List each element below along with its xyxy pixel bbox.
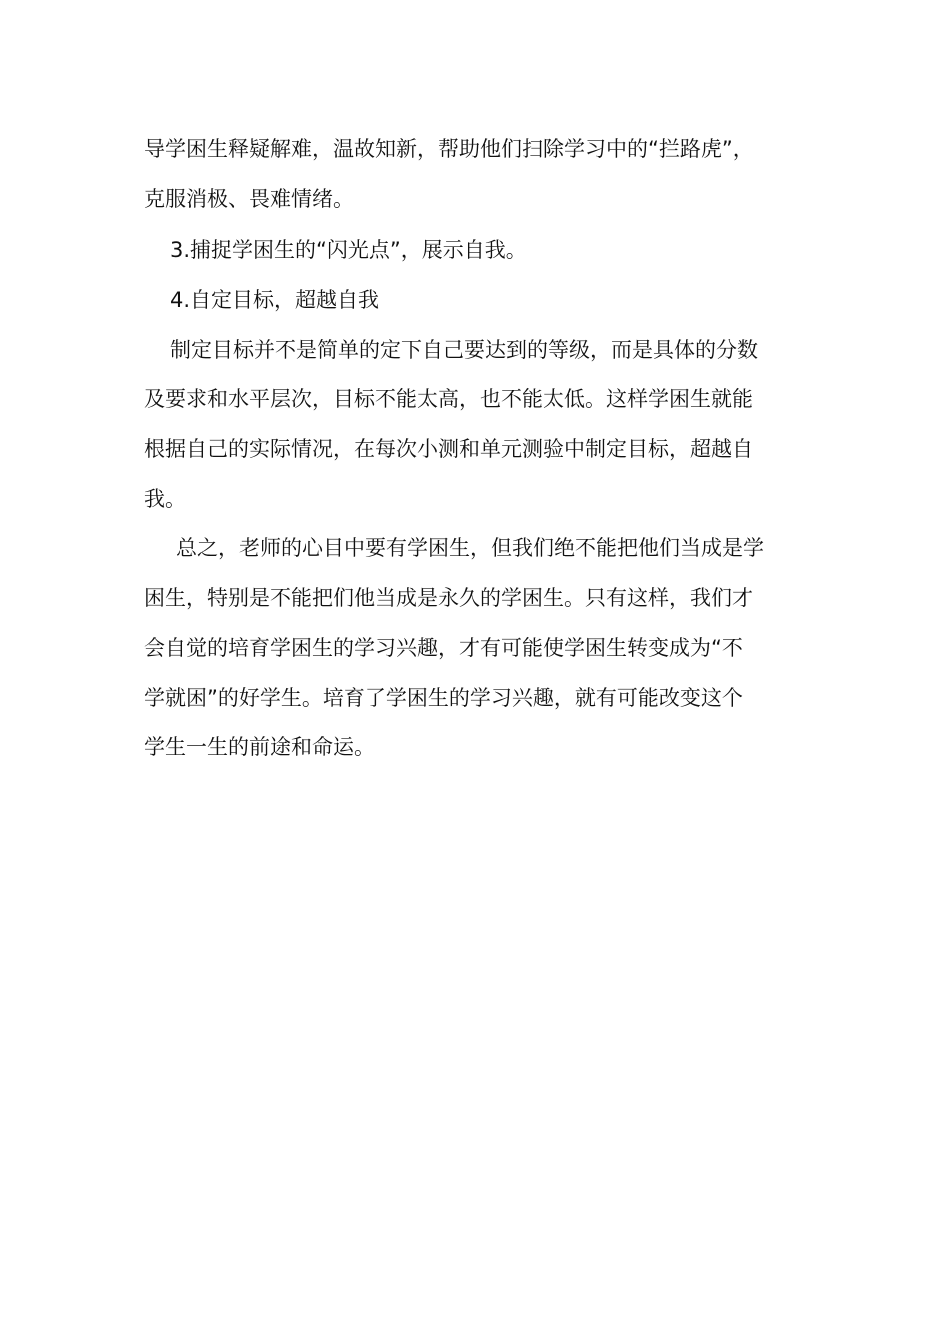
paragraph-line: 学就困”的好学生。培育了学困生的学习兴趣，就有可能改变这个	[144, 686, 743, 710]
paragraph-line: 总之，老师的心目中要有学困生，但我们绝不能把他们当成是学	[176, 536, 764, 560]
paragraph-line: 及要求和水平层次，目标不能太高，也不能太低。这样学困生就能	[144, 387, 753, 411]
list-item-4-heading: 4.自定目标，超越自我	[170, 288, 380, 312]
paragraph-line: 根据自己的实际情况，在每次小测和单元测验中制定目标，超越自	[144, 437, 753, 461]
paragraph-line: 我。	[144, 487, 186, 511]
paragraph-line: 导学困生释疑解难，温故知新，帮助他们扫除学习中的“拦路虎”，	[144, 137, 754, 161]
paragraph-line: 制定目标并不是简单的定下自己要达到的等级，而是具体的分数	[170, 338, 758, 362]
paragraph-line: 克服消极、畏难情绪。	[144, 187, 354, 211]
paragraph-line: 学生一生的前途和命运。	[144, 735, 375, 759]
paragraph-line: 困生，特别是不能把们他当成是永久的学困生。只有这样，我们才	[144, 586, 753, 610]
list-item-3: 3.捕捉学困生的“闪光点”，展示自我。	[170, 238, 527, 262]
paragraph-line: 会自觉的培育学困生的学习兴趣，才有可能使学困生转变成为“不	[144, 636, 743, 660]
